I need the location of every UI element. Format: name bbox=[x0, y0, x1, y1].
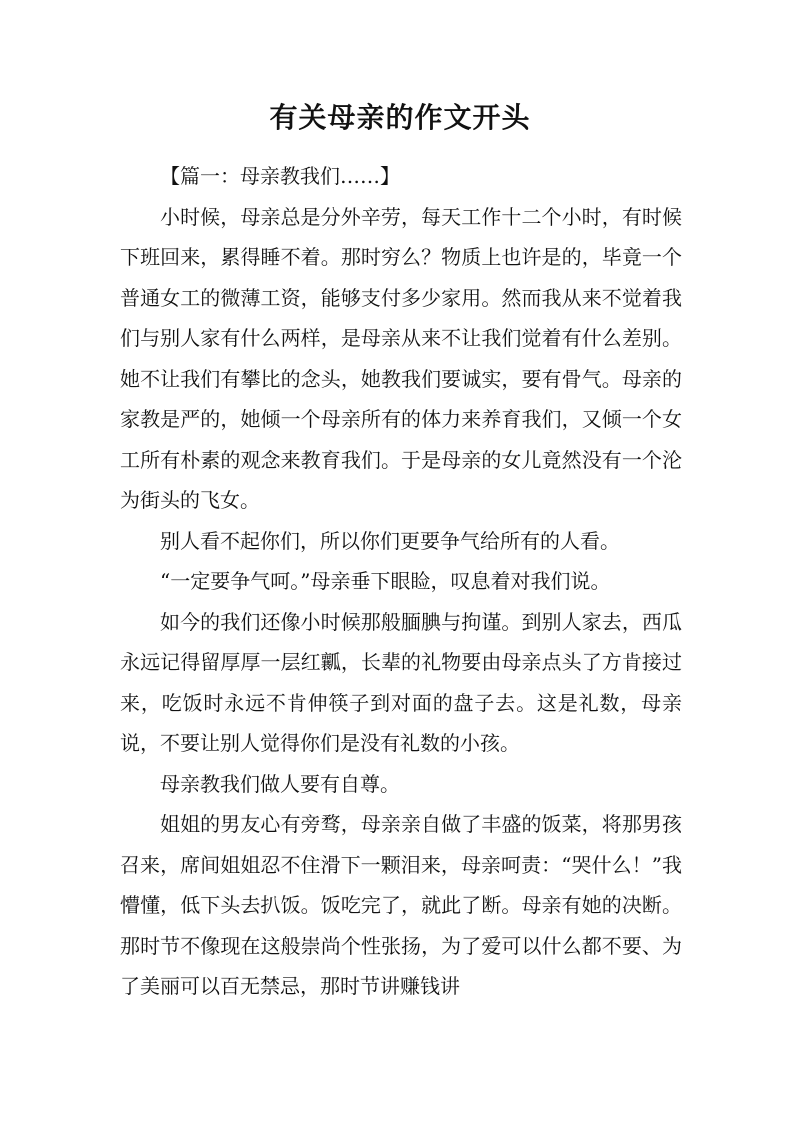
document-title: 有关母亲的作文开头 bbox=[269, 101, 531, 134]
paragraph-1: 小时候，母亲总是分外辛劳，每天工作十二个小时，有时候下班回来，累得睡不着。那时穷么？物质上也许是的，毕竟一个普通女工的微薄工资，能够支付多少家用。然而我从来不觉着我们与别人家有什么两样，是母亲从来不让我们觉着有什么差别。她不让我们有攀比的念头，她教我们要诚实，要有骨气。母亲的家教是严的，她倾一个母亲所有的体力来养育我们，又倾一个女工所有朴素的观念来教育我们。于是母亲的女儿竟然没有一个沦为街头的飞女。 bbox=[120, 204, 682, 512]
document-body bbox=[120, 156, 682, 1007]
paragraph-3: “一定要争气呵。”母亲垂下眼睑，叹息着对我们说。 bbox=[160, 569, 611, 593]
paragraph-2: 别人看不起你们，所以你们更要争气给所有的人看。 bbox=[160, 528, 620, 553]
paragraph-6: 姐姐的男友心有旁骛，母亲亲自做了丰盛的饭菜，将那男孩召来，席间姐姐忍不住滑下一颗泪来，母亲呵责：“哭什么！”我懵懂，低下头去扒饭。饭吃完了，就此了断。母亲有她的决断。那时节不像现在这般崇尚个性张扬，为了爱可以什么都不要、为了美丽可以百无禁忌，那时节讲赚钱讲 bbox=[120, 812, 682, 998]
paragraph-5: 母亲教我们做人要有自尊。 bbox=[160, 771, 400, 796]
paragraph-4: 如今的我们还像小时候那般腼腆与拘谨。到别人家去，西瓜永远记得留厚厚一层红瓤，长辈的礼物要由母亲点头了方肯接过来，吃饭时永远不肯伸筷子到对面的盘子去。这是礼数，母亲说，不要让别人觉得你们是没有礼数的小孩。 bbox=[120, 609, 682, 755]
section-heading: 【篇一：母亲教我们……】 bbox=[160, 164, 400, 188]
